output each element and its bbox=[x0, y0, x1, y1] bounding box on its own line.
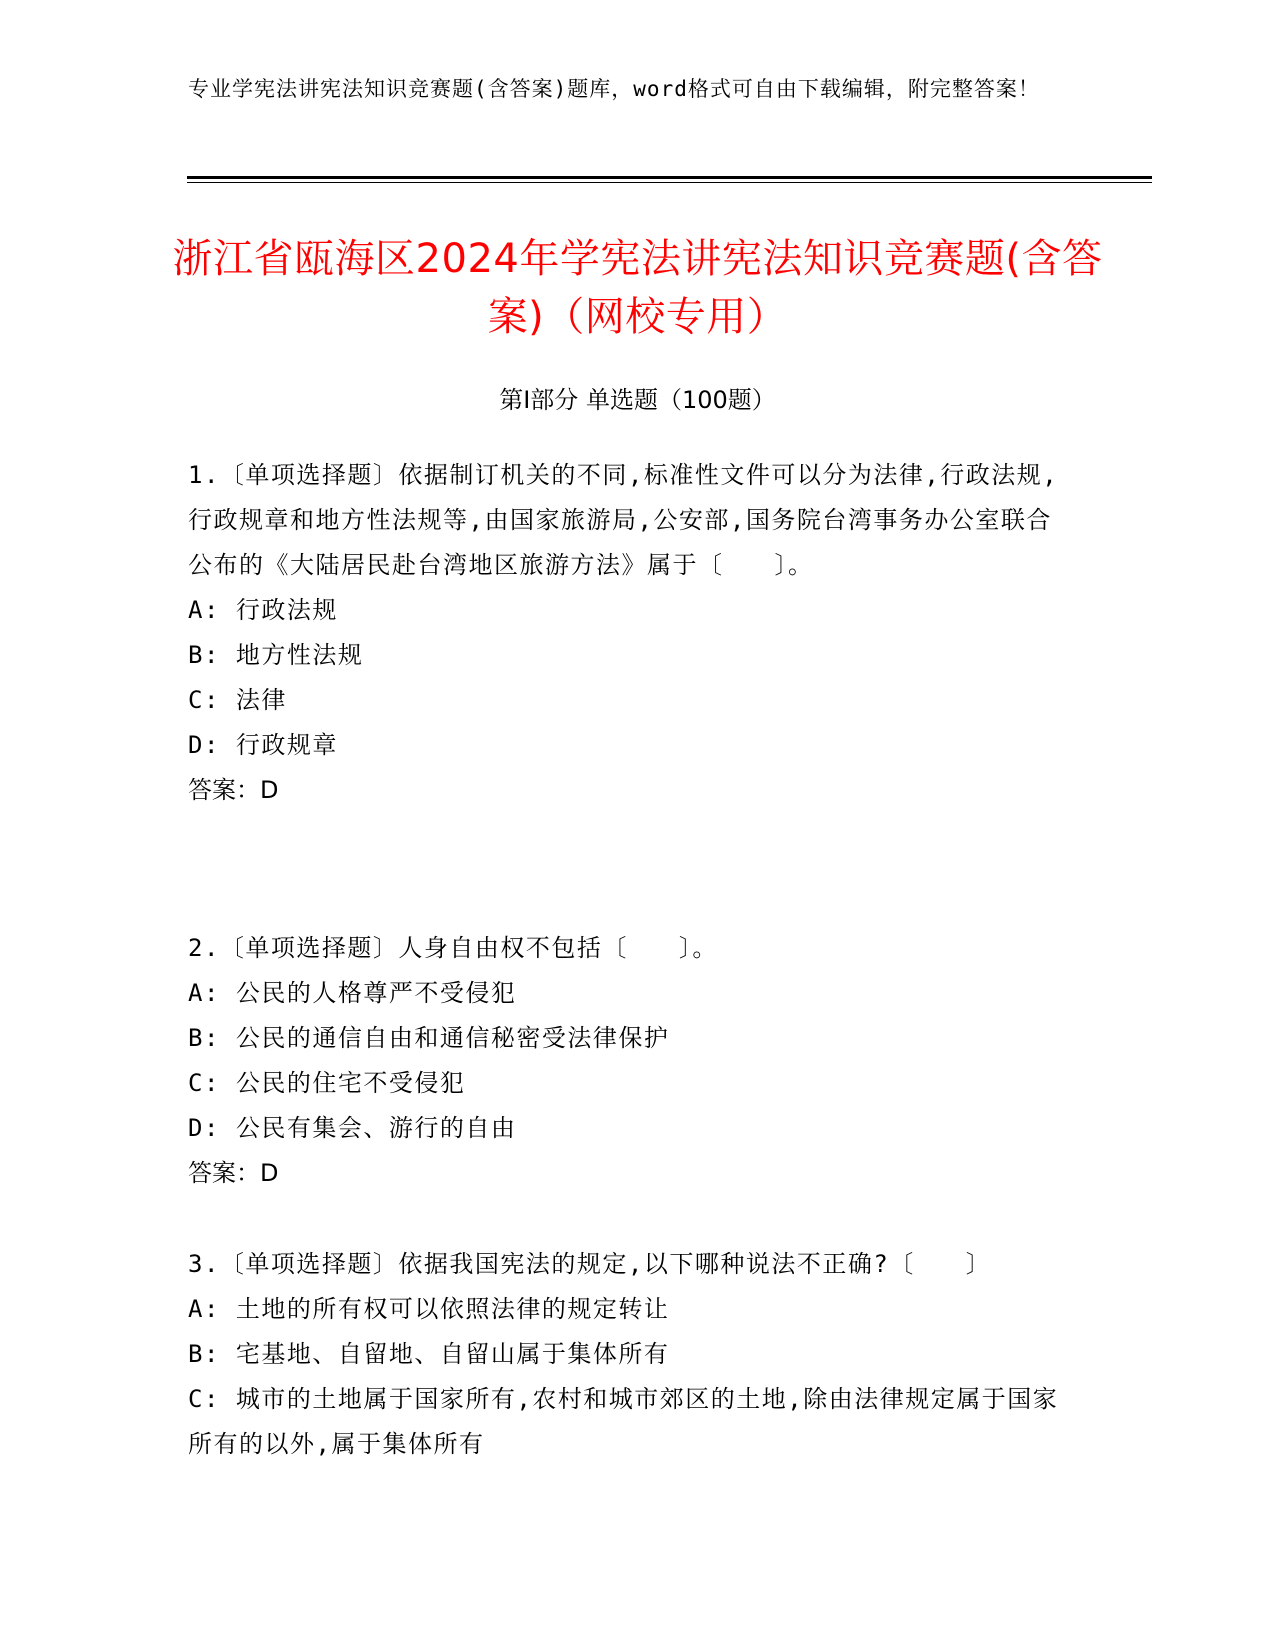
option-a: A: 土地的所有权可以依照法律的规定转让 bbox=[188, 1295, 670, 1323]
question-stem: 2.〔单项选择题〕人身自由权不包括〔 〕。 bbox=[188, 934, 718, 962]
question-3 bbox=[188, 1242, 1068, 1467]
option-d: D: 公民有集会、游行的自由 bbox=[188, 1114, 517, 1142]
option-b: B: 公民的通信自由和通信秘密受法律保护 bbox=[188, 1024, 670, 1052]
question-stem: 1.〔单项选择题〕依据制订机关的不同,标准性文件可以分为法律,行政法规,行政规章和地方性法规等,由国家旅游局,公安部,国务院台湾事务办公室联合公布的《大陆居民赴台湾地区旅游方法》属于〔 〕。 bbox=[188, 461, 1059, 579]
answer-line: 答案：D bbox=[188, 776, 279, 804]
document-title: 浙江省瓯海区2024年学宪法讲宪法知识竞赛题(含答案)（网校专用） bbox=[172, 236, 1103, 340]
header-divider-thin bbox=[187, 182, 1152, 183]
option-c: C: 法律 bbox=[188, 686, 287, 714]
question-2 bbox=[188, 926, 1068, 1196]
option-b: B: 地方性法规 bbox=[188, 641, 364, 669]
option-b: B: 宅基地、自留地、自留山属于集体所有 bbox=[188, 1340, 670, 1368]
option-a: A: 公民的人格尊严不受侵犯 bbox=[188, 979, 517, 1007]
option-c: C: 公民的住宅不受侵犯 bbox=[188, 1069, 466, 1097]
section-heading: 第I部分 单选题（100题） bbox=[499, 386, 776, 414]
question-1 bbox=[188, 453, 1068, 813]
option-d: D: 行政规章 bbox=[188, 731, 338, 759]
answer-line: 答案：D bbox=[188, 1159, 279, 1187]
option-a: A: 行政法规 bbox=[188, 596, 338, 624]
option-c: C: 城市的土地属于国家所有,农村和城市郊区的土地,除由法律规定属于国家所有的以外,属于集体所有 bbox=[188, 1385, 1059, 1458]
question-stem: 3.〔单项选择题〕依据我国宪法的规定,以下哪种说法不正确?〔 〕 bbox=[188, 1250, 992, 1278]
header-note: 专业学宪法讲宪法知识竞赛题(含答案)题库，word格式可自由下载编辑，附完整答案！ bbox=[188, 77, 1040, 101]
header-divider-thick bbox=[187, 176, 1152, 179]
